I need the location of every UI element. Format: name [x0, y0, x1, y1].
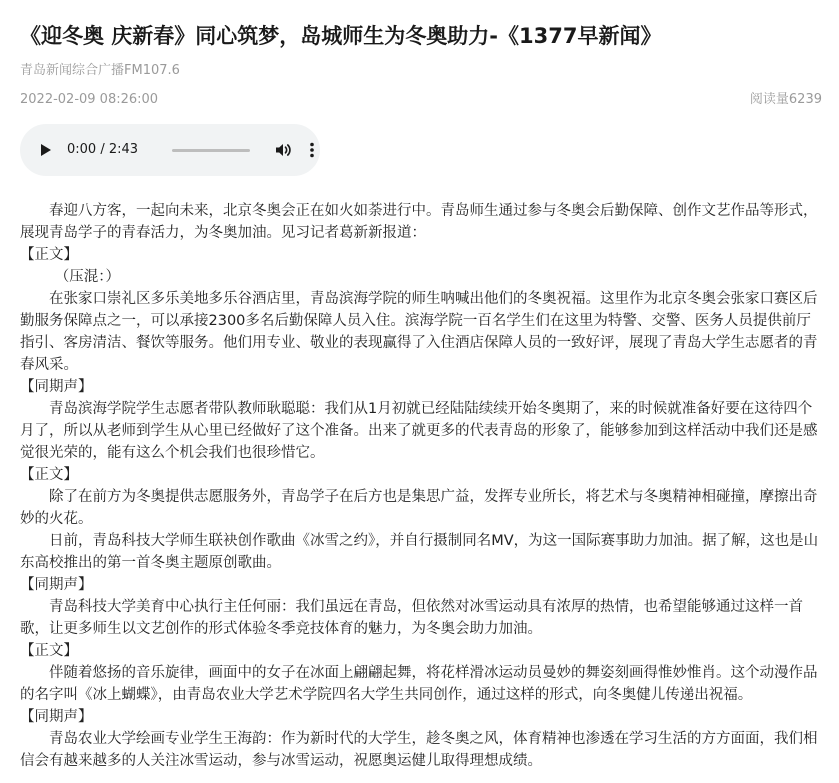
section-tag: 【同期声】 — [20, 577, 93, 593]
audio-time: 0:00 / 2:43 — [67, 142, 139, 157]
article-paragraph: 在张家口崇礼区多乐美地多乐谷酒店里，青岛滨海学院的师生呐喊出他们的冬奥祝福。这里作为北京冬奥会张家口赛区后勤服务保障点之一，可以承接2300多名后勤保障人员入住。滨海学院一百名学生们在这里为特警、交警、医务人员提供前厅指引、客房清洁、餐饮等服务。他们用专业、敬业的表现赢得了入住酒店保障人员的一致好评，展现了青岛大学生志愿者的青春风采。 — [20, 291, 818, 373]
article-paragraph: 除了在前方为冬奥提供志愿服务外，青岛学子在后方也是集思广益，发挥专业所长，将艺术与冬奥精神相碰撞，摩擦出奇妙的火花。 — [20, 489, 818, 527]
audio-player[interactable] — [20, 124, 320, 176]
article-source: 青岛新闻综合广播FM107.6 — [20, 63, 180, 78]
volume-icon[interactable] — [273, 140, 293, 160]
article-body — [20, 200, 824, 772]
more-options-icon[interactable] — [304, 140, 320, 160]
section-tag: 【同期声】 — [20, 709, 93, 725]
article-paragraph: 青岛农业大学绘画专业学生王海韵：作为新时代的大学生，趁冬奥之风，体育精神也渗透在学习生活的方方面面，我们相信会有越来越多的人关注冰雪运动，参与冰雪运动，祝愿奥运健儿取得理想成绩。 — [20, 731, 818, 769]
section-tag: 【正文】 — [20, 247, 78, 263]
section-tag: 【正文】 — [20, 467, 78, 483]
audio-note: （压混：） — [54, 269, 121, 285]
play-icon[interactable] — [36, 140, 56, 160]
read-count: 阅读量6239 — [749, 92, 822, 107]
section-tag: 【同期声】 — [20, 379, 93, 395]
section-tag: 【正文】 — [20, 643, 78, 659]
article-paragraph: 伴随着悠扬的音乐旋律，画面中的女子在冰面上翩翩起舞，将花样滑冰运动员曼妙的舞姿刻画得惟妙惟肖。这个动漫作品的名字叫《冰上蝴蝶》，由青岛农业大学艺术学院四名大学生共同创作，通过这样的形式，向冬奥健儿传递出祝福。 — [20, 665, 818, 703]
article-title: 《迎冬奥 庆新春》同心筑梦，岛城师生为冬奥助力-《1377早新闻》 — [20, 24, 662, 48]
seek-bar[interactable] — [172, 149, 250, 152]
article-paragraph: 青岛科技大学美育中心执行主任何丽：我们虽远在青岛，但依然对冰雪运动具有浓厚的热情，也希望能够通过这样一首歌，让更多师生以文艺创作的形式体验冬季竞技体育的魅力，为冬奥会助力加油。 — [20, 599, 803, 637]
article-paragraph: 春迎八方客，一起向未来，北京冬奥会正在如火如荼进行中。青岛师生通过参与冬奥会后勤保障、创作文艺作品等形式，展现青岛学子的青春活力，为冬奥加油。见习记者葛新新报道： — [20, 203, 818, 241]
article-paragraph: 青岛滨海学院学生志愿者带队教师耿聪聪：我们从1月初就已经陆陆续续开始冬奥期了，来的时候就准备好要在这待四个月了，所以从老师到学生从心里已经做好了这个准备。出来了就更多的代表青岛的形象了，能够参加到这样活动中我们还是感觉很光荣的，能有这么个机会我们也很珍惜它。 — [20, 401, 818, 461]
publish-date: 2022-02-09 08:26:00 — [20, 92, 159, 107]
article-paragraph: 日前，青岛科技大学师生联袂创作歌曲《冰雪之约》，并自行摄制同名MV，为这一国际赛事助力加油。据了解，这也是山东高校推出的第一首冬奥主题原创歌曲。 — [20, 533, 819, 571]
